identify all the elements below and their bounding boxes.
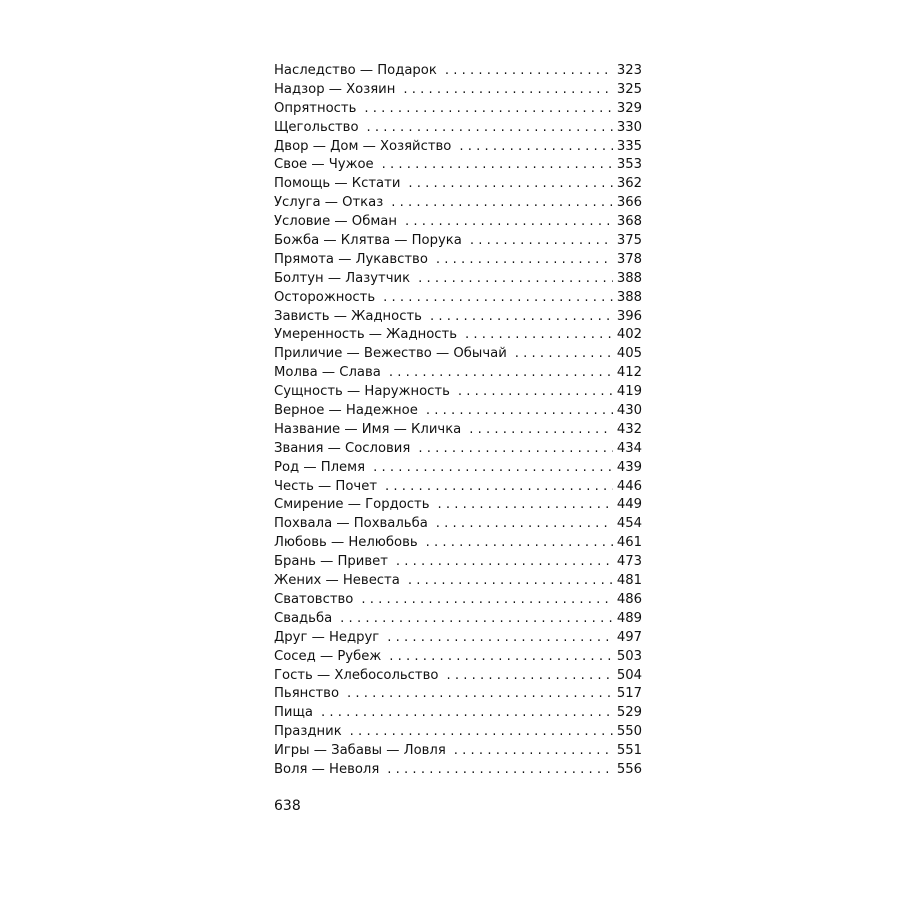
toc-dot-leader [515, 345, 613, 364]
page-number: 638 [274, 798, 301, 814]
toc-entry-title: Осторожность [274, 289, 376, 305]
toc-dot-leader [426, 534, 613, 553]
toc-entry [274, 742, 642, 761]
toc-entry [274, 138, 642, 157]
toc-entry-title: Молва — Слава [274, 365, 381, 381]
toc-entry-page: 556 [616, 761, 642, 777]
toc-entry-title: Звания — Сословия [274, 440, 411, 456]
toc-dot-leader [367, 119, 613, 138]
toc-entry-page: 446 [616, 478, 642, 494]
toc-entry [274, 308, 642, 327]
toc-entry [274, 251, 642, 270]
toc-entry-title: Приличие — Вежество — Обычай [274, 346, 507, 362]
toc-dot-leader [361, 591, 612, 610]
toc-entry-title: Щегольство [274, 119, 359, 135]
toc-entry-page: 419 [616, 384, 642, 400]
toc-entry [274, 667, 642, 686]
toc-entry-page: 335 [616, 138, 642, 154]
toc-entry-page: 517 [616, 686, 642, 702]
toc-entry-page: 325 [616, 81, 642, 97]
toc-dot-leader [446, 667, 612, 686]
toc-dot-leader [469, 421, 613, 440]
toc-dot-leader [389, 648, 613, 667]
toc-entry-page: 503 [616, 648, 642, 664]
toc-entry-page: 405 [616, 346, 642, 362]
toc-entry-page: 454 [616, 516, 642, 532]
toc-entry [274, 648, 642, 667]
toc-entry-page: 449 [616, 497, 642, 513]
toc-entry-title: Воля — Неволя [274, 761, 380, 777]
toc-entry-page: 323 [616, 63, 642, 78]
toc-entry-title: Свое — Чужое [274, 157, 374, 173]
toc-entry-page: 529 [616, 705, 642, 721]
toc-dot-leader [436, 515, 613, 534]
toc-entry-title: Сущность — Наружность [274, 384, 450, 400]
toc-entry-page: 353 [616, 157, 642, 173]
toc-entry-title: Услуга — Отказ [274, 195, 384, 211]
toc-entry-title: Пища [274, 705, 313, 721]
toc-entry-page: 439 [616, 459, 642, 475]
toc-entry-title: Двор — Дом — Хозяйство [274, 138, 452, 154]
toc-entry-page: 550 [616, 724, 642, 740]
toc-entry-page: 366 [616, 195, 642, 211]
toc-entry-title: Прямота — Лукавство [274, 251, 428, 267]
toc-dot-leader [396, 553, 613, 572]
toc-entry-title: Честь — Почет [274, 478, 378, 494]
toc-entry-page: 461 [616, 535, 642, 551]
toc-dot-leader [321, 704, 613, 723]
toc-entry-page: 396 [616, 308, 642, 324]
toc-dot-leader [350, 723, 613, 742]
toc-entry-page: 388 [616, 270, 642, 286]
toc-entry [274, 175, 642, 194]
toc-entry-title: Жених — Невеста [274, 573, 400, 589]
toc-dot-leader [405, 213, 613, 232]
toc-entry [274, 761, 642, 780]
toc-entry-page: 486 [616, 591, 642, 607]
toc-entry-title: Опрятность [274, 100, 357, 116]
toc-entry-page: 504 [616, 667, 642, 683]
toc-entry-title: Название — Имя — Кличка [274, 421, 462, 437]
toc-entry [274, 270, 642, 289]
toc-entry-page: 402 [616, 327, 642, 343]
toc-entry-title: Смирение — Гордость [274, 497, 430, 513]
toc-dot-leader [373, 459, 613, 478]
toc-entry [274, 459, 642, 478]
toc-entry [274, 364, 642, 383]
toc-dot-leader [403, 81, 612, 100]
toc-entry [274, 629, 642, 648]
toc-entry-title: Наследство — Подарок [274, 63, 437, 78]
toc-dot-leader [418, 440, 613, 459]
toc-entry-title: Свадьба [274, 610, 333, 626]
toc-entry-title: Сватовство [274, 591, 354, 607]
toc-entry-page: 330 [616, 119, 642, 135]
toc-entry-title: Зависть — Жадность [274, 308, 422, 324]
toc-entry-page: 551 [616, 743, 642, 759]
toc-entry [274, 213, 642, 232]
toc-entry-title: Божба — Клятва — Порука [274, 233, 462, 249]
toc-entry [274, 402, 642, 421]
toc-entry-page: 329 [616, 100, 642, 116]
toc-entry-page: 375 [616, 233, 642, 249]
toc-entry-page: 368 [616, 214, 642, 230]
toc-entry [274, 534, 642, 553]
toc-entry-title: Гость — Хлебосольство [274, 667, 439, 683]
toc-entry-title: Болтун — Лазутчик [274, 270, 411, 286]
table-of-contents [274, 62, 642, 780]
toc-entry [274, 572, 642, 591]
toc-entry-title: Умеренность — Жадность [274, 327, 457, 343]
toc-entry [274, 723, 642, 742]
toc-entry [274, 119, 642, 138]
toc-dot-leader [347, 685, 613, 704]
toc-entry [274, 326, 642, 345]
toc-dot-leader [418, 270, 613, 289]
toc-entry [274, 194, 642, 213]
toc-entry-title: Друг — Недруг [274, 629, 380, 645]
toc-dot-leader [445, 62, 613, 81]
toc-entry-title: Похвала — Похвальба [274, 516, 428, 532]
toc-dot-leader [454, 742, 613, 761]
toc-entry [274, 156, 642, 175]
toc-dot-leader [364, 100, 612, 119]
toc-entry [274, 232, 642, 251]
toc-entry-page: 388 [616, 289, 642, 305]
toc-entry-title: Род — Племя [274, 459, 366, 475]
toc-entry-page: 481 [616, 573, 642, 589]
toc-entry-title: Условие — Обман [274, 214, 397, 230]
toc-entry [274, 478, 642, 497]
toc-dot-leader [391, 194, 613, 213]
toc-entry-title: Праздник [274, 724, 342, 740]
toc-entry-title: Верное — Надежное [274, 403, 418, 419]
toc-entry [274, 100, 642, 119]
toc-entry-page: 497 [616, 629, 642, 645]
toc-dot-leader [458, 383, 613, 402]
toc-entry-page: 489 [616, 610, 642, 626]
toc-entry-title: Пьянство [274, 686, 340, 702]
toc-entry [274, 496, 642, 515]
toc-dot-leader [459, 138, 612, 157]
toc-entry [274, 383, 642, 402]
toc-entry [274, 440, 642, 459]
toc-entry [274, 289, 642, 308]
toc-entry [274, 515, 642, 534]
toc-entry-page: 378 [616, 251, 642, 267]
toc-dot-leader [408, 572, 613, 591]
toc-dot-leader [383, 289, 613, 308]
toc-entry-page: 412 [616, 365, 642, 381]
toc-dot-leader [426, 402, 613, 421]
toc-entry [274, 704, 642, 723]
toc-entry [274, 591, 642, 610]
toc-entry-title: Брань — Привет [274, 554, 388, 570]
toc-entry [274, 685, 642, 704]
toc-entry [274, 421, 642, 440]
toc-dot-leader [389, 364, 613, 383]
toc-entry [274, 553, 642, 572]
toc-dot-leader [387, 629, 613, 648]
toc-dot-leader [385, 478, 613, 497]
toc-entry-page: 473 [616, 554, 642, 570]
toc-entry-page: 430 [616, 403, 642, 419]
toc-dot-leader [470, 232, 613, 251]
toc-dot-leader [387, 761, 613, 780]
toc-entry-page: 432 [616, 421, 642, 437]
toc-entry [274, 610, 642, 629]
toc-entry-page: 434 [616, 440, 642, 456]
toc-entry-title: Любовь — Нелюбовь [274, 535, 418, 551]
toc-dot-leader [437, 496, 612, 515]
toc-entry-page: 362 [616, 176, 642, 192]
toc-dot-leader [340, 610, 613, 629]
toc-dot-leader [430, 308, 613, 327]
toc-entry-title: Надзор — Хозяин [274, 81, 396, 97]
toc-dot-leader [408, 175, 612, 194]
toc-entry [274, 81, 642, 100]
toc-entry-title: Игры — Забавы — Ловля [274, 743, 446, 759]
toc-dot-leader [382, 156, 613, 175]
toc-dot-leader [465, 326, 613, 345]
toc-entry [274, 345, 642, 364]
toc-dot-leader [436, 251, 613, 270]
toc-entry [274, 62, 642, 81]
toc-entry-title: Сосед — Рубеж [274, 648, 382, 664]
toc-entry-title: Помощь — Кстати [274, 176, 401, 192]
